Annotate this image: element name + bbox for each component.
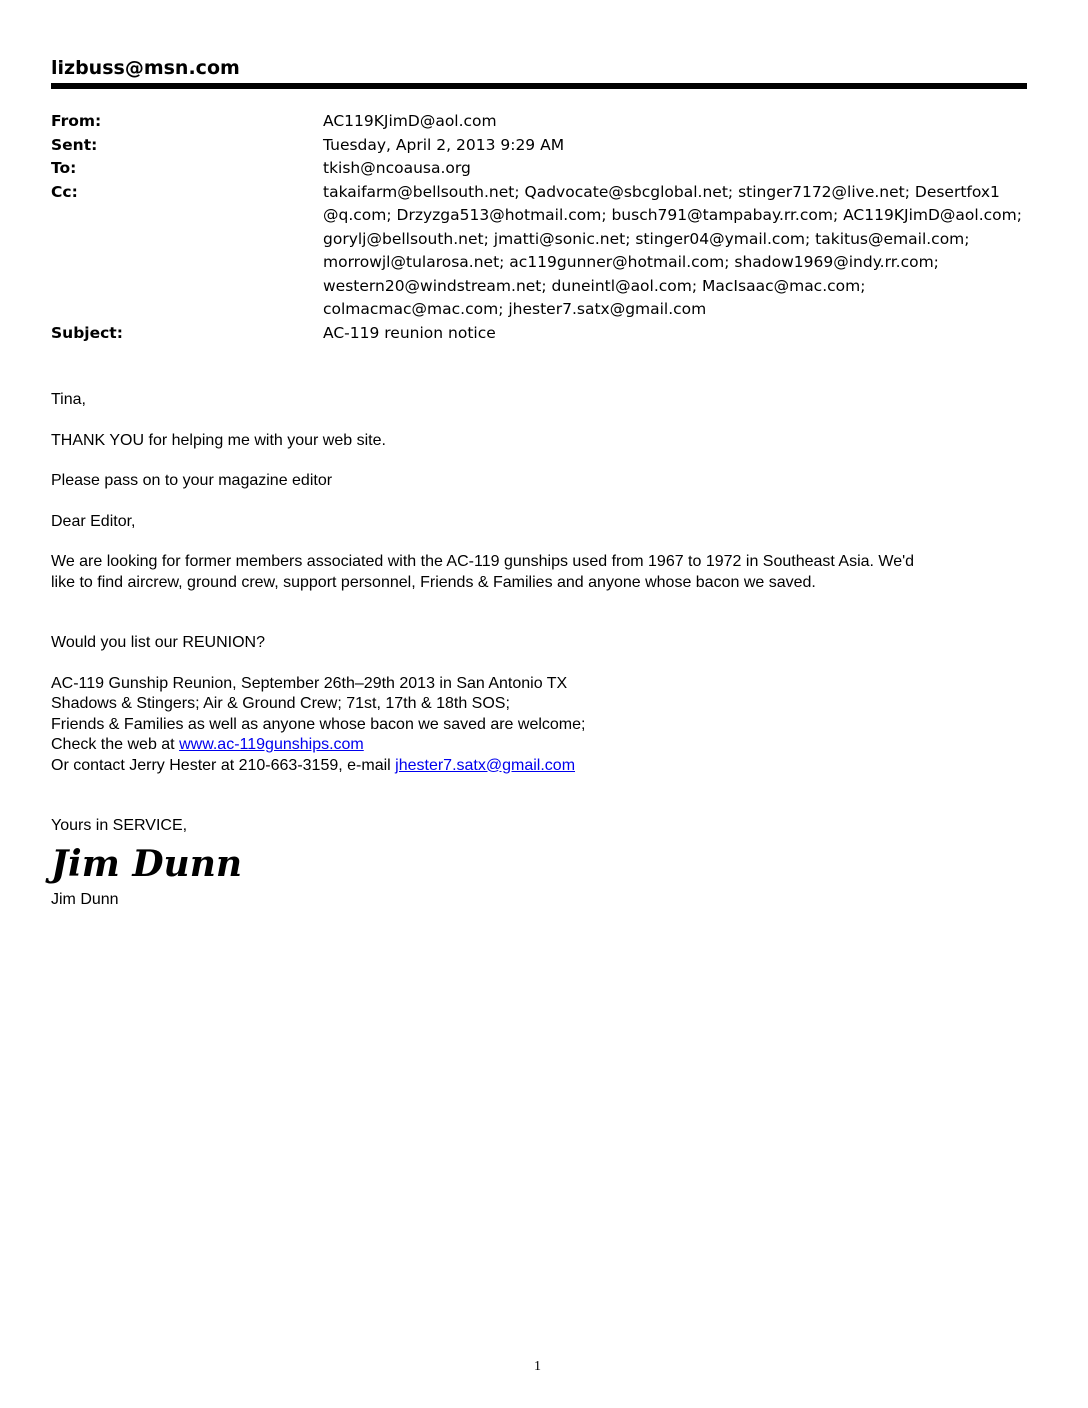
cc-line: gorylj@bellsouth.net; jmatti@sonic.net; stinger04@ymail.com; takitus@email.com; [323, 229, 970, 248]
reunion-notice-line: AC-119 Gunship Reunion, September 26th–29th 2013 in San Antonio TX [51, 674, 568, 692]
header-divider [51, 83, 1027, 89]
request-paragraph-line: We are looking for former members associated with the AC-119 gunships used from 1967 to 1972 in Southeast Asia. We'd [51, 553, 915, 570]
sent-label: Sent: [51, 135, 98, 154]
email-headers [51, 110, 1031, 345]
request-paragraph-line: like to find aircrew, ground crew, support personnel, Friends & Families and anyone whose bacon we saved. [51, 573, 816, 591]
subject-row [51, 322, 1031, 346]
cc-row [51, 181, 1031, 322]
reunion-notice-line: Friends & Families as well as anyone whose bacon we saved are welcome; [51, 715, 586, 733]
cc-label: Cc: [51, 182, 78, 201]
thanks-line: THANK YOU for helping me with your web site. [51, 431, 386, 449]
pass-on-line: Please pass on to your magazine editor [51, 472, 333, 489]
handwritten-signature [49, 842, 243, 890]
subject-label: Subject: [51, 323, 123, 342]
website-link[interactable]: www.ac-119gunships.com [179, 736, 364, 753]
cc-line: western20@windstream.net; duneintl@aol.com; MacIsaac@mac.com; [323, 276, 866, 295]
mailbox-owner-email: lizbuss@msn.com [51, 57, 240, 79]
greeting: Tina, [51, 391, 86, 408]
contact-line [51, 756, 1041, 777]
to-value: tkish@ncoausa.org [323, 159, 471, 177]
cc-value [323, 181, 1031, 322]
to-label: To: [51, 159, 77, 177]
closing-line: Yours in SERVICE, [51, 817, 188, 834]
reunion-notice-line: Shadows & Stingers; Air & Ground Crew; 71st, 17th & 18th SOS; [51, 695, 510, 712]
sent-row [51, 134, 1031, 158]
page-number: 1 [534, 1359, 541, 1374]
dear-editor-line: Dear Editor, [51, 512, 136, 530]
subject-value: AC-119 reunion notice [323, 323, 496, 342]
cc-line: morrowjl@tularosa.net; ac119gunner@hotmail.com; shadow1969@indy.rr.com; [323, 253, 939, 271]
email-body [51, 390, 1041, 837]
cc-line: @q.com; Drzyzga513@hotmail.com; busch791@tampabay.rr.com; AC119KJimD@aol.com; [323, 206, 1022, 224]
question-line: Would you list our REUNION? [51, 634, 265, 651]
signature-text: Jim Dunn [51, 843, 243, 885]
to-row [51, 157, 1031, 181]
contact-email-link[interactable]: jhester7.satx@gmail.com [395, 756, 576, 774]
sent-value: Tuesday, April 2, 2013 9:29 AM [323, 135, 565, 154]
from-value: AC119KJimD@aol.com [323, 112, 497, 130]
signer-name: Jim Dunn [51, 891, 119, 908]
contact-prefix: Or contact Jerry Hester at 210-663-3159, e-mail [51, 756, 396, 774]
from-row [51, 110, 1031, 134]
cc-line: colmacmac@mac.com; jhester7.satx@gmail.com [323, 300, 707, 318]
website-prefix: Check the web at [51, 736, 180, 753]
from-label: From: [51, 112, 102, 130]
cc-line: takaifarm@bellsouth.net; Qadvocate@sbcglobal.net; stinger7172@live.net; Desertfox1 [323, 182, 1000, 201]
website-line [51, 735, 1041, 756]
